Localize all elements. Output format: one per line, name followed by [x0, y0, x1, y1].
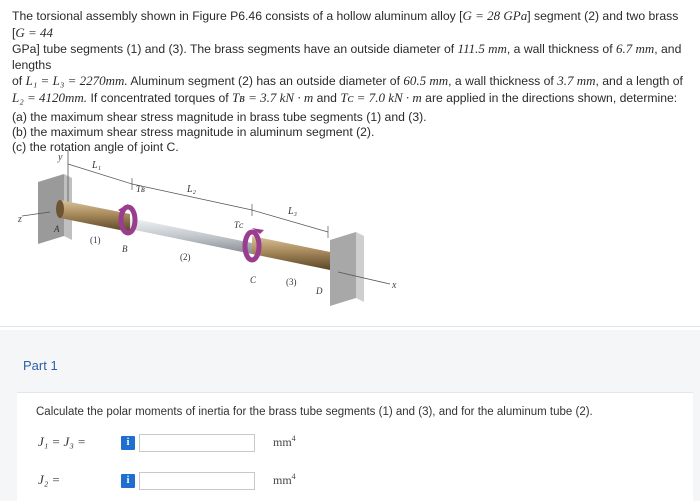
- aluminum-outside-diameter: 60.5 mm: [403, 73, 449, 88]
- shear-modulus-brass: G = 44: [15, 24, 54, 40]
- j2-label: J₂ =: [38, 472, 61, 487]
- info-button-j2[interactable]: i: [121, 474, 135, 488]
- unit-exponent: 4: [291, 434, 296, 443]
- x-axis-label: x: [392, 280, 397, 291]
- text: , a wall thickness of: [506, 42, 616, 56]
- aluminum-wall-thickness: 3.7 mm: [557, 73, 596, 88]
- segment-label-2: (2): [180, 252, 191, 262]
- text: , and lengths: [12, 42, 682, 72]
- brass-outside-diameter: 111.5 mm: [457, 41, 507, 56]
- text: ] tube segments (1) and (3). The brass segments have an outside diameter of: [36, 42, 458, 56]
- y-axis-label: y: [58, 152, 63, 163]
- text: , and a length of: [595, 74, 683, 88]
- unit-exponent: 4: [291, 472, 296, 481]
- unit-text: mm: [273, 435, 292, 449]
- j1-j3-label: J₁ = J₃ =: [38, 434, 86, 449]
- text: of: [12, 74, 26, 88]
- segment-label-1: (1): [90, 235, 101, 245]
- brass-lengths: L₁ = L₃ = 2270mm.: [25, 73, 128, 88]
- brass-wall-thickness: 6.7 mm: [615, 41, 655, 56]
- section-divider: [0, 326, 700, 327]
- j1-j3-unit: [273, 434, 296, 450]
- point-label-a: A: [54, 224, 60, 234]
- torque-b: Tʙ = 3.7 kN · m: [232, 89, 314, 105]
- text: , a wall thickness of: [448, 74, 558, 88]
- z-axis-label: z: [18, 214, 22, 225]
- torsional-assembly-figure: [20, 148, 400, 316]
- text: The torsional assembly shown in Figure P6.46 consists of a hollow aluminum alloy [: [12, 9, 463, 23]
- problem-line-4: [12, 90, 692, 107]
- point-label-c: C: [250, 275, 257, 285]
- torque-label-b: Tʙ: [136, 184, 145, 194]
- segment-label-3: (3): [286, 277, 297, 287]
- point-label-b: B: [122, 244, 128, 254]
- problem-line-3: [12, 73, 692, 90]
- shear-modulus-aluminum: G = 28 GPa: [462, 8, 528, 23]
- problem-line-1: [12, 8, 692, 41]
- j2-unit: [273, 472, 296, 488]
- part-instruction: Calculate the polar moments of inertia for the brass tube segments (1) and (3), and for the aluminum tube (2).: [36, 406, 593, 418]
- problem-line-2: [12, 41, 692, 73]
- aluminum-length: L₂ = 4120mm.: [12, 89, 88, 105]
- j2-input[interactable]: [139, 472, 255, 490]
- text: Aluminum segment (2) has an outside diameter of: [127, 74, 404, 88]
- torque-label-c: Tᴄ: [234, 220, 244, 230]
- text: ] segment (2) and two brass [: [12, 9, 679, 40]
- point-label-d: D: [316, 286, 323, 296]
- part-title: Part 1: [23, 358, 58, 373]
- wall-d: [330, 232, 364, 306]
- text: and: [313, 90, 341, 105]
- info-button-j1[interactable]: i: [121, 436, 135, 450]
- text: are applied in the directions shown, determine:: [421, 90, 678, 105]
- dim-label-l2: L₂: [187, 184, 197, 195]
- question-c: (c) the rotation angle of joint C.: [12, 140, 179, 154]
- j1-j3-input[interactable]: [139, 434, 255, 452]
- unit-text: mm: [273, 473, 292, 487]
- question-a: (a) the maximum shear stress magnitude in brass tube segments (1) and (3).: [12, 110, 427, 124]
- brass-segment-3: [252, 236, 330, 270]
- text: GPa: [12, 42, 37, 56]
- dim-label-l1: L₁: [92, 160, 102, 171]
- text: If concentrated torques of: [87, 90, 233, 105]
- dim-label-l3: L₃: [288, 206, 298, 217]
- problem-statement: [12, 8, 692, 155]
- torque-c: Tᴄ = 7.0 kN · m: [340, 89, 422, 105]
- question-b: (b) the maximum shear stress magnitude in aluminum segment (2).: [12, 125, 375, 139]
